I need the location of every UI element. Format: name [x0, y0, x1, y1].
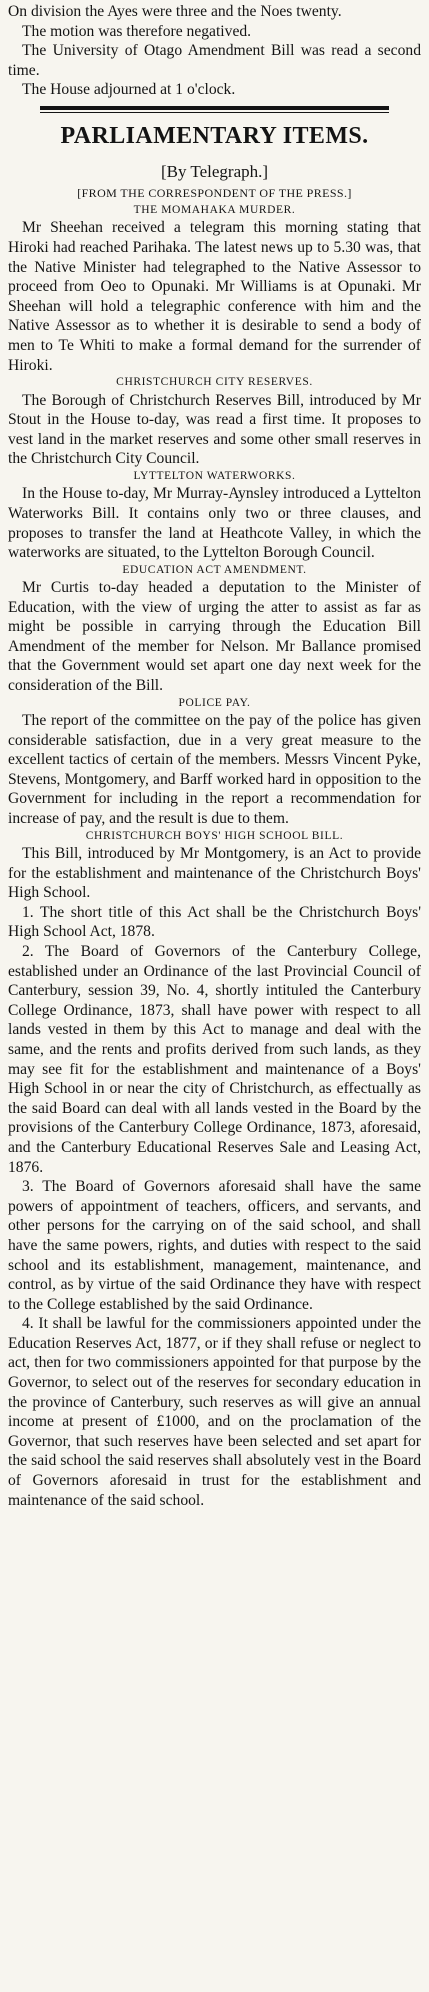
- item-heading: CHRISTCHURCH CITY RESERVES.: [116, 376, 313, 389]
- item-paragraph: The report of the committee on the pay of the police has given considerable satisfaction, due in a very great measure to the excellent tactics of certain of the members. Messrs Vincent Pyke, Stevens, Montgomery, and Barff worked hard in opposition to the Government for including in the report a recommendation for increase of pay, and the result is due to them.: [8, 712, 421, 828]
- item-heading: LYTTELTON WATERWORKS.: [133, 469, 296, 482]
- byline: [By Telegraph.]: [160, 161, 269, 181]
- item-paragraph: This Bill, introduced by Mr Montgomery, is an Act to provide for the establishment and maintenance of the Christchurch Boys' High School.: [8, 845, 421, 902]
- item-heading: EDUCATION ACT AMENDMENT.: [122, 563, 307, 576]
- item-1: [8, 375, 421, 469]
- intro-paragraph: The University of Otago Amendment Bill was read a second time.: [8, 42, 421, 79]
- item-4: [8, 696, 421, 829]
- item-heading: CHRISTCHURCH BOYS' HIGH SCHOOL BILL.: [85, 829, 344, 842]
- item-paragraph: 3. The Board of Governors aforesaid shall have the same powers of appointment of teachers, officers, and servants, and other persons for the carrying on of the said school, and shall have the same powers, rights, and duties with respect to the said school and its establishment, management, maintenance, and control, as by virtue of the said Ordinance they have with respect to the College established by the said Ordinance.: [8, 1178, 421, 1313]
- item-paragraph: Mr Sheehan received a telegram this morning stating that Hiroki had reached Parihaka. The latest news up to 5.30 was, that the Native Minister had telegraphed to the Native Assessor to proceed from Oeo to Opunaki. Mr Williams is at Opunaki. Mr Sheehan will hold a telegraphic conference with him and the Native Assessor as to whether it is desirable to send a body of men to Te Whiti to make a formal demand for the surrender of Hiroki.: [8, 219, 421, 374]
- item-paragraph: In the House to-day, Mr Murray-Aynsley introduced a Lyttelton Waterworks Bill. It contains only two or three clauses, and proposes to transfer the land at Heathcote Valley, in which the waterworks are situated, to the Lyttelton Borough Council.: [8, 485, 421, 562]
- item-paragraph: The Borough of Christchurch Reserves Bill, introduced by Mr Stout in the House to-day, was read a first time. It proposes to vest land in the market reserves and some other small reserves in the Christchurch City Council.: [8, 391, 421, 468]
- intro-paragraph: On division the Ayes were three and the Noes twenty.: [8, 3, 342, 20]
- item-paragraph: 2. The Board of Governors of the Canterbury College, established under an Ordinance of the last Provincial Council of Canterbury, session 39, No. 4, shortly intituled the Canterbury College Ordinance, 1873, shall have power with respect to all lands vested in them by this Act to manage and deal with the same, and the rents and profits derived from such lands, as they may see fit for the establishment and maintenance of a Boys' High School in or near the city of Christchurch, as effectually as the said Board can deal with all lands vested in the Board by the provisions of the Canterbury College Ordinance, 1873, aforesaid, and the Canterbury Educational Reserves Sale and Leasing Act, 1876.: [8, 943, 421, 1176]
- item-paragraph: 4. It shall be lawful for the commissioners appointed under the Education Reserves Act, 1877, or if they shall refuse or neglect to act, then for two commissioners appointed for that purpose by the Governor, to select out of the reserves for secondary education in the province of Canterbury, such reserves as will give an annual income at present of £1000, and on the proclamation of the Governor, that such reserves have been selected and set apart for the said school the said reserves shall absolutely vest in the Board of Governors aforesaid in trust for the establishment and maintenance of the said school.: [8, 1315, 421, 1509]
- item-0: [8, 203, 421, 375]
- item-heading: POLICE PAY.: [178, 696, 251, 709]
- source-line: [FROM THE CORRESPONDENT OF THE PRESS.]: [77, 185, 352, 200]
- item-paragraph: 1. The short title of this Act shall be the Christchurch Boys' High School Act, 1878.: [8, 903, 421, 941]
- intro-paragraph: The motion was therefore negatived.: [22, 22, 252, 40]
- item-3: [8, 563, 421, 696]
- section-title: PARLIAMENTARY ITEMS.: [60, 122, 369, 149]
- intro-paragraph: The House adjourned at 1 o'clock.: [22, 81, 236, 99]
- item-paragraph: Mr Curtis to-day headed a deputation to the Minister of Education, with the view of urging the atter to assist as far as might be possible in carrying through the Education Bill Amendment of the member for Nelson. Mr Ballance promised that the Government would set apart one day next week for the consideration of the Bill.: [8, 579, 421, 695]
- item-2: [8, 469, 421, 563]
- section-divider: [40, 106, 389, 113]
- item-5: [8, 829, 421, 1511]
- item-heading: THE MOMAHAKA MURDER.: [133, 203, 296, 216]
